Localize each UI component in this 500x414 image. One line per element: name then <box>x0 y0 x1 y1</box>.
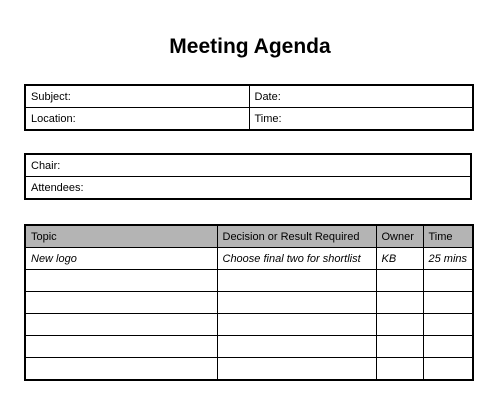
subject-field[interactable] <box>25 85 249 108</box>
time-cell[interactable] <box>423 292 473 314</box>
topic-cell[interactable] <box>25 314 217 336</box>
table-row <box>25 336 473 358</box>
table-row <box>25 358 473 381</box>
table-row <box>25 270 473 292</box>
table-row <box>25 292 473 314</box>
agenda-header-row <box>25 225 473 248</box>
owner-cell[interactable] <box>376 358 423 381</box>
topic-cell[interactable] <box>25 270 217 292</box>
time-field[interactable] <box>249 108 473 131</box>
time-label: Time: <box>254 112 282 125</box>
time-cell[interactable] <box>423 358 473 381</box>
header-owner: Owner <box>376 225 423 248</box>
page-title: Meeting Agenda <box>169 35 331 58</box>
decision-cell[interactable] <box>217 314 376 336</box>
topic-cell[interactable] <box>25 336 217 358</box>
decision-cell[interactable] <box>217 292 376 314</box>
attendees-label: Attendees: <box>31 181 84 194</box>
table-row <box>25 314 473 336</box>
location-field[interactable] <box>25 108 249 131</box>
header-decision: Decision or Result Required <box>217 225 376 248</box>
time-cell[interactable] <box>423 336 473 358</box>
info-row-subject-date <box>25 85 473 108</box>
owner-cell[interactable] <box>376 314 423 336</box>
owner-cell[interactable] <box>376 270 423 292</box>
header-time: Time <box>423 225 473 248</box>
topic-cell[interactable] <box>25 358 217 381</box>
attendees-row <box>25 177 471 200</box>
time-cell[interactable] <box>423 314 473 336</box>
header-topic: Topic <box>25 225 217 248</box>
table-row <box>25 248 473 270</box>
topic-cell[interactable] <box>25 292 217 314</box>
location-label: Location: <box>31 112 76 125</box>
decision-cell[interactable] <box>217 358 376 381</box>
date-label: Date: <box>254 90 281 103</box>
chair-field[interactable] <box>25 154 471 177</box>
subject-label: Subject: <box>31 90 71 103</box>
chair-row <box>25 154 471 177</box>
attendees-field[interactable] <box>25 177 471 200</box>
topic-cell[interactable]: New logo <box>25 248 217 270</box>
decision-cell[interactable] <box>217 270 376 292</box>
meeting-info-table <box>24 84 474 131</box>
time-cell[interactable] <box>423 270 473 292</box>
info-row-location-time <box>25 108 473 131</box>
chair-label: Chair: <box>31 159 61 172</box>
owner-cell[interactable]: KB <box>376 248 423 270</box>
people-table <box>24 153 472 200</box>
decision-cell[interactable] <box>217 336 376 358</box>
owner-cell[interactable] <box>376 292 423 314</box>
date-field[interactable] <box>249 85 473 108</box>
owner-cell[interactable] <box>376 336 423 358</box>
decision-cell[interactable]: Choose final two for shortlist <box>217 248 376 270</box>
agenda-table <box>24 224 474 381</box>
time-cell[interactable]: 25 mins <box>423 248 473 270</box>
